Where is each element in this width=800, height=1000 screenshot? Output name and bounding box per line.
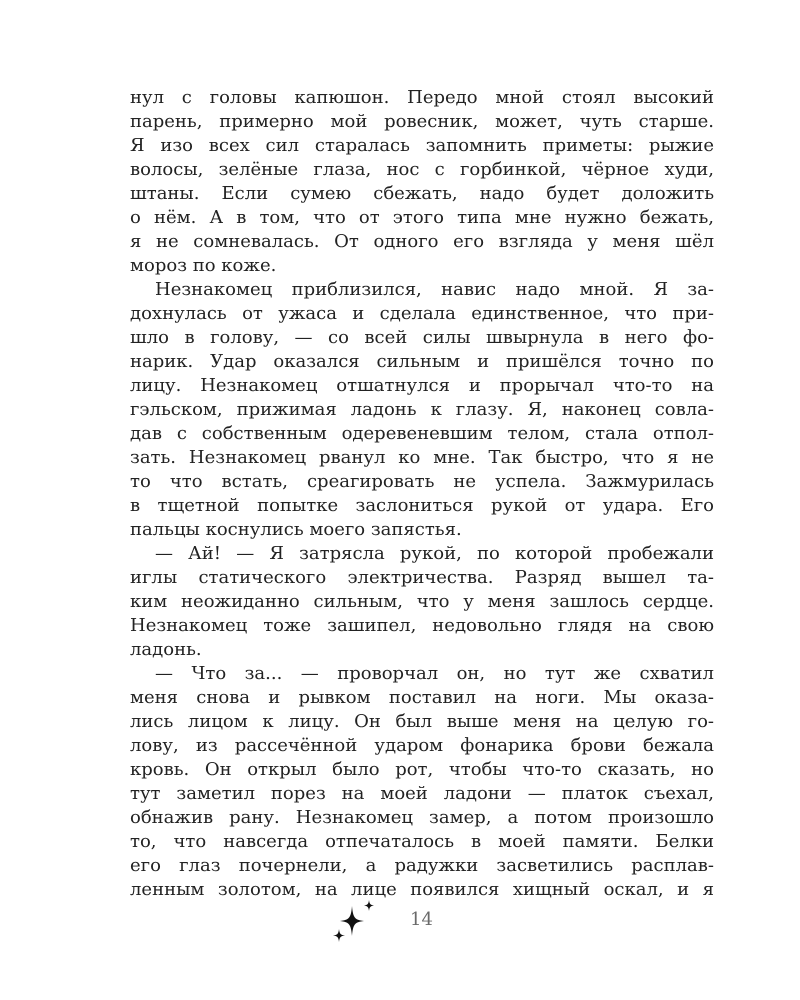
text-line: Незнакомец тоже зашипел, недовольно глядя на свою bbox=[130, 615, 714, 636]
text-line: — Ай! — Я затрясла рукой, по которой пробежали bbox=[155, 543, 714, 564]
text-line: я не сомневалась. От одного его взгляда у меня шёл bbox=[130, 231, 714, 252]
sparkle-stars-icon bbox=[330, 900, 380, 946]
text-line: обнажив рану. Незнакомец замер, а потом произошло bbox=[130, 807, 714, 828]
text-line: иглы статического электричества. Разряд вышел та- bbox=[130, 567, 714, 588]
text-line: зать. Незнакомец рванул ко мне. Так быстро, что я не bbox=[130, 447, 714, 468]
text-line: волосы, зелёные глаза, нос с горбинкой, чёрное худи, bbox=[130, 159, 714, 180]
text-line: то что встать, среагировать не успела. Зажмурилась bbox=[130, 471, 714, 492]
text-line: ким неожиданно сильным, что у меня зашлось сердце. bbox=[130, 591, 714, 612]
text-line: о нём. А в том, что от этого типа мне нужно бежать, bbox=[130, 207, 714, 228]
body-text bbox=[130, 86, 714, 902]
text-line: штаны. Если сумею сбежать, надо будет доложить bbox=[130, 183, 714, 204]
text-line: в тщетной попытке заслониться рукой от удара. Его bbox=[130, 495, 714, 516]
page-number: 14 bbox=[410, 909, 433, 930]
text-line: нарик. Удар оказался сильным и пришёлся точно по bbox=[130, 351, 714, 372]
text-line: то, что навсегда отпечаталось в моей памяти. Белки bbox=[130, 831, 714, 852]
text-line: мороз по коже. bbox=[130, 255, 277, 276]
text-line: гэльском, прижимая ладонь к глазу. Я, наконец совла- bbox=[130, 399, 714, 420]
text-line: ладонь. bbox=[130, 639, 202, 660]
text-line: Я изо всех сил старалась запомнить приметы: рыжие bbox=[130, 135, 714, 156]
page-footer bbox=[0, 900, 800, 950]
text-line: дохнулась от ужаса и сделала единственное, что при- bbox=[130, 303, 714, 324]
text-line: кровь. Он открыл было рот, чтобы что-то сказать, но bbox=[130, 759, 714, 780]
text-line: парень, примерно мой ровесник, может, чуть старше. bbox=[130, 111, 714, 132]
text-line: тут заметил порез на моей ладони — платок съехал, bbox=[130, 783, 714, 804]
text-line: шло в голову, — со всей силы швырнула в него фо- bbox=[130, 327, 714, 348]
text-line: дав с собственным одеревеневшим телом, стала отпол- bbox=[130, 423, 714, 444]
text-line: ленным золотом, на лице появился хищный оскал, и я bbox=[130, 879, 714, 900]
text-line: пальцы коснулись моего запястья. bbox=[130, 519, 462, 540]
text-line: лицу. Незнакомец отшатнулся и прорычал что-то на bbox=[130, 375, 714, 396]
text-line: — Что за... — проворчал он, но тут же схватил bbox=[155, 663, 714, 684]
text-line: Незнакомец приблизился, навис надо мной. Я за- bbox=[155, 279, 714, 300]
text-line: его глаз почернели, а радужки засветились расплав- bbox=[130, 855, 714, 876]
text-line: лись лицом к лицу. Он был выше меня на целую го- bbox=[130, 711, 714, 732]
text-line: лову, из рассечённой ударом фонарика брови бежала bbox=[130, 735, 714, 756]
text-line: меня снова и рывком поставил на ноги. Мы оказа- bbox=[130, 687, 714, 708]
text-line: нул с головы капюшон. Передо мной стоял высокий bbox=[130, 87, 714, 108]
